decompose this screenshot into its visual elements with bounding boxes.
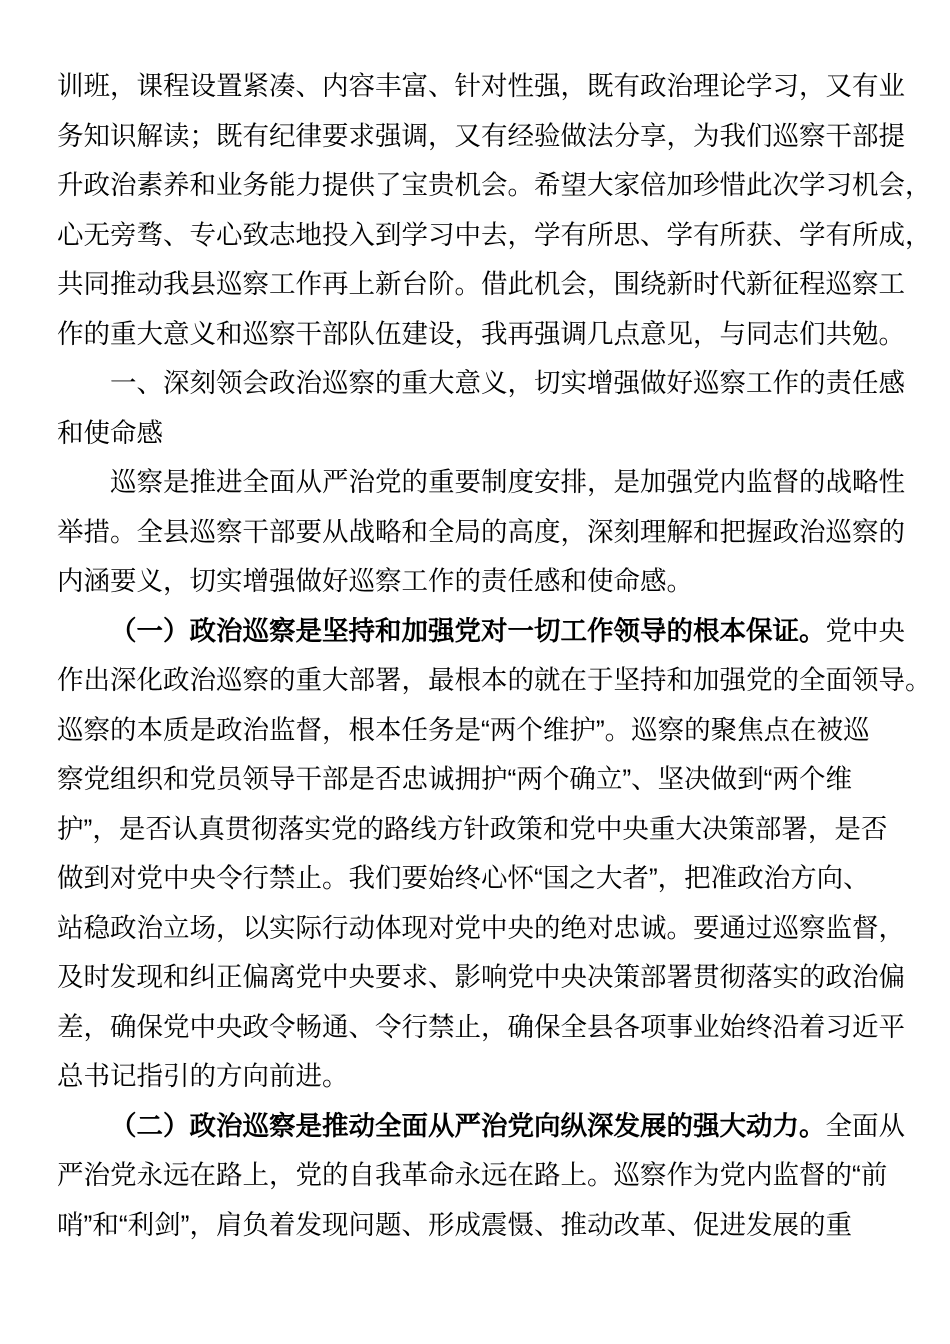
heading-line: 和使命感 <box>57 417 163 448</box>
text-line: 巡察的本质是政治监督，根本任务是“两个维护”。巡察的聚焦点在被巡 <box>57 714 870 745</box>
text-line: 升政治素养和业务能力提供了宝贵机会。希望大家倍加珍惜此次学习机会， <box>57 170 932 200</box>
text-line <box>57 607 910 657</box>
text-line: 作出深化政治巡察的重大部署，最根本的就在于坚持和加强党的全面领导。 <box>57 665 932 695</box>
text-line: 察党组织和党员领导干部是否忠诚拥护“两个确立”、坚决做到“两个维 <box>57 764 852 794</box>
text-line: 训班，课程设置紧凑、内容丰富、针对性强，既有政治理论学习，又有业 <box>57 71 905 101</box>
text-line: 作的重大意义和巡察干部队伍建设，我再强调几点意见，与同志们共勉。 <box>57 318 905 349</box>
text-line: 举措。全县巡察干部要从战略和全局的高度，深刻理解和把握政治巡察的 <box>57 516 905 547</box>
bold-lead-sentence: （二）政治巡察是推动全面从严治党向纵深发展的强大动力。 <box>110 1110 826 1141</box>
text-line: 严治党永远在路上，党的自我革命永远在路上。巡察作为党内监督的“前 <box>57 1160 888 1190</box>
section-heading-1 <box>57 359 910 458</box>
text-line <box>57 1102 910 1152</box>
paragraph-point-1 <box>57 607 932 1102</box>
paragraph-point-2 <box>57 1102 910 1251</box>
text-line: 及时发现和纠正偏离党中央要求、影响党中央决策部署贯彻落实的政治偏 <box>57 962 905 992</box>
text-line: 内涵要义，切实增强做好巡察工作的责任感和使命感。 <box>57 566 693 596</box>
text-run: 全面从 <box>825 1110 905 1141</box>
text-run: 党中央 <box>825 615 905 646</box>
text-line: 哨”和“利剑”，肩负着发现问题、形成震慑、推动改革、促进发展的重 <box>57 1209 852 1240</box>
paragraph-overview <box>57 458 910 607</box>
text-line: 护”，是否认真贯彻落实党的路线方针政策和党中央重大决策部署，是否 <box>57 813 888 844</box>
text-line: 做到对党中央令行禁止。我们要始终心怀“国之大者”，把准政治方向、 <box>57 863 870 893</box>
text-line: 总书记指引的方向前进。 <box>57 1061 349 1091</box>
paragraph-opening <box>57 62 932 359</box>
heading-line: 一、深刻领会政治巡察的重大意义，切实增强做好巡察工作的责任感 <box>110 368 905 398</box>
text-line: 差，确保党中央政令畅通、令行禁止，确保全县各项事业始终沿着习近平 <box>57 1011 905 1042</box>
text-line: 站稳政治立场，以实际行动体现对党中央的绝对忠诚。要通过巡察监督， <box>57 912 905 943</box>
bold-lead-sentence: （一）政治巡察是坚持和加强党对一切工作领导的根本保证。 <box>110 615 826 646</box>
text-line: 心无旁骛、专心致志地投入到学习中去，学有所思、学有所获、学有所成， <box>57 219 932 250</box>
text-line: 共同推动我县巡察工作再上新台阶。借此机会，围绕新时代新征程巡察工 <box>57 269 905 299</box>
text-line: 务知识解读；既有纪律要求强调，又有经验做法分享，为我们巡察干部提 <box>57 120 905 151</box>
text-line: 巡察是推进全面从严治党的重要制度安排，是加强党内监督的战略性 <box>110 467 905 497</box>
